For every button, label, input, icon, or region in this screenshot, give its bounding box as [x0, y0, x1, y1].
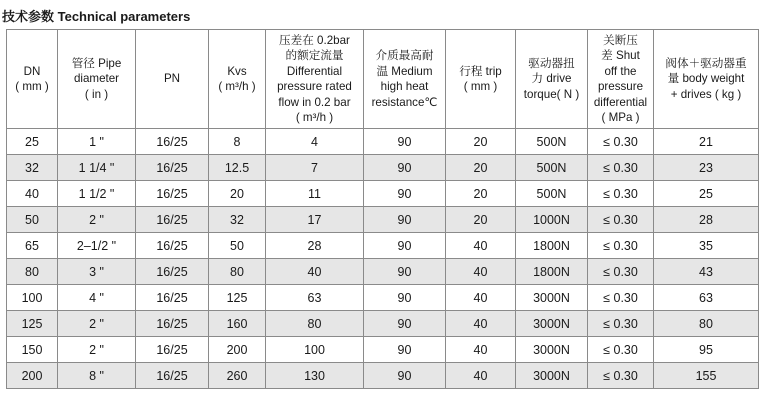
cell-pn: 16/25: [136, 155, 209, 181]
header-row: [7, 30, 759, 129]
table-row: [7, 311, 759, 337]
cell-shutoff: ≤ 0.30: [588, 259, 654, 285]
technical-parameters-table: [6, 29, 759, 389]
cell-temp: 90: [364, 311, 446, 337]
cell-pn: 16/25: [136, 311, 209, 337]
table-row: [7, 129, 759, 155]
table-row: [7, 337, 759, 363]
cell-trip: 20: [446, 181, 516, 207]
cell-torque: 3000N: [516, 363, 588, 389]
cell-temp: 90: [364, 129, 446, 155]
cell-kvs: 12.5: [209, 155, 266, 181]
cell-weight: 80: [654, 311, 759, 337]
cell-shutoff: ≤ 0.30: [588, 233, 654, 259]
header-rated-flow: 压差在 0.2bar 的额定流量 Differential pressure rated flow in 0.2 bar ( m³/h ): [266, 30, 364, 129]
cell-torque: 500N: [516, 155, 588, 181]
header-pipe-diameter: 管径 Pipe diameter ( in ): [58, 30, 136, 129]
cell-pn: 16/25: [136, 363, 209, 389]
cell-shutoff: ≤ 0.30: [588, 129, 654, 155]
cell-pn: 16/25: [136, 337, 209, 363]
header-weight: 阀体＋驱动器重 量 body weight + drives ( kg ): [654, 30, 759, 129]
cell-trip: 20: [446, 207, 516, 233]
table-row: [7, 233, 759, 259]
cell-pipe: 3 ": [58, 259, 136, 285]
cell-dn: 32: [7, 155, 58, 181]
cell-kvs: 160: [209, 311, 266, 337]
cell-flow: 11: [266, 181, 364, 207]
header-dn: DN ( mm ): [7, 30, 58, 129]
cell-temp: 90: [364, 233, 446, 259]
cell-weight: 25: [654, 181, 759, 207]
cell-temp: 90: [364, 285, 446, 311]
cell-pn: 16/25: [136, 233, 209, 259]
cell-torque: 3000N: [516, 337, 588, 363]
cell-trip: 40: [446, 363, 516, 389]
cell-shutoff: ≤ 0.30: [588, 363, 654, 389]
table-row: [7, 207, 759, 233]
cell-torque: 500N: [516, 181, 588, 207]
cell-flow: 63: [266, 285, 364, 311]
cell-flow: 28: [266, 233, 364, 259]
cell-pipe: 4 ": [58, 285, 136, 311]
cell-weight: 155: [654, 363, 759, 389]
cell-trip: 40: [446, 259, 516, 285]
cell-dn: 40: [7, 181, 58, 207]
cell-temp: 90: [364, 337, 446, 363]
cell-dn: 50: [7, 207, 58, 233]
header-drive-torque: 驱动器扭 力 drive torque( N ): [516, 30, 588, 129]
cell-kvs: 200: [209, 337, 266, 363]
cell-trip: 40: [446, 285, 516, 311]
header-trip: 行程 trip ( mm ): [446, 30, 516, 129]
cell-weight: 35: [654, 233, 759, 259]
table-row: [7, 285, 759, 311]
cell-kvs: 8: [209, 129, 266, 155]
cell-kvs: 80: [209, 259, 266, 285]
cell-pipe: 2 ": [58, 207, 136, 233]
cell-weight: 63: [654, 285, 759, 311]
cell-pipe: 8 ": [58, 363, 136, 389]
cell-flow: 17: [266, 207, 364, 233]
cell-shutoff: ≤ 0.30: [588, 207, 654, 233]
cell-trip: 40: [446, 233, 516, 259]
cell-pipe: 2–1/2 ": [58, 233, 136, 259]
cell-weight: 21: [654, 129, 759, 155]
cell-trip: 40: [446, 337, 516, 363]
cell-kvs: 260: [209, 363, 266, 389]
table-row: [7, 259, 759, 285]
cell-dn: 100: [7, 285, 58, 311]
cell-torque: 500N: [516, 129, 588, 155]
cell-torque: 3000N: [516, 311, 588, 337]
cell-dn: 65: [7, 233, 58, 259]
header-shutoff-pressure: 关断压 差 Shut off the pressure differential ( MPa ): [588, 30, 654, 129]
header-medium-temp: 介质最高耐 温 Medium high heat resistance℃: [364, 30, 446, 129]
cell-flow: 80: [266, 311, 364, 337]
cell-torque: 1000N: [516, 207, 588, 233]
cell-flow: 40: [266, 259, 364, 285]
cell-flow: 4: [266, 129, 364, 155]
cell-temp: 90: [364, 207, 446, 233]
cell-weight: 28: [654, 207, 759, 233]
table-row: [7, 181, 759, 207]
cell-trip: 20: [446, 129, 516, 155]
cell-kvs: 32: [209, 207, 266, 233]
cell-flow: 100: [266, 337, 364, 363]
cell-temp: 90: [364, 155, 446, 181]
cell-temp: 90: [364, 363, 446, 389]
cell-pn: 16/25: [136, 129, 209, 155]
cell-weight: 23: [654, 155, 759, 181]
cell-torque: 1800N: [516, 233, 588, 259]
cell-pn: 16/25: [136, 207, 209, 233]
cell-weight: 43: [654, 259, 759, 285]
cell-dn: 80: [7, 259, 58, 285]
cell-temp: 90: [364, 181, 446, 207]
cell-pn: 16/25: [136, 285, 209, 311]
cell-trip: 20: [446, 155, 516, 181]
cell-pn: 16/25: [136, 259, 209, 285]
cell-flow: 7: [266, 155, 364, 181]
cell-kvs: 20: [209, 181, 266, 207]
table-row: [7, 155, 759, 181]
cell-dn: 150: [7, 337, 58, 363]
cell-shutoff: ≤ 0.30: [588, 337, 654, 363]
cell-flow: 130: [266, 363, 364, 389]
cell-temp: 90: [364, 259, 446, 285]
cell-pipe: 1 ": [58, 129, 136, 155]
cell-kvs: 50: [209, 233, 266, 259]
cell-shutoff: ≤ 0.30: [588, 285, 654, 311]
cell-shutoff: ≤ 0.30: [588, 181, 654, 207]
cell-kvs: 125: [209, 285, 266, 311]
cell-shutoff: ≤ 0.30: [588, 311, 654, 337]
cell-trip: 40: [446, 311, 516, 337]
cell-pipe: 2 ": [58, 337, 136, 363]
cell-pipe: 1 1/4 ": [58, 155, 136, 181]
cell-torque: 3000N: [516, 285, 588, 311]
cell-pipe: 1 1/2 ": [58, 181, 136, 207]
cell-weight: 95: [654, 337, 759, 363]
cell-pn: 16/25: [136, 181, 209, 207]
cell-shutoff: ≤ 0.30: [588, 155, 654, 181]
cell-dn: 25: [7, 129, 58, 155]
cell-pipe: 2 ": [58, 311, 136, 337]
page-title: 技术参数 Technical parameters: [2, 9, 191, 24]
cell-dn: 125: [7, 311, 58, 337]
cell-torque: 1800N: [516, 259, 588, 285]
header-kvs: Kvs ( m³/h ): [209, 30, 266, 129]
cell-dn: 200: [7, 363, 58, 389]
table-row: [7, 363, 759, 389]
header-pn: PN: [136, 30, 209, 129]
